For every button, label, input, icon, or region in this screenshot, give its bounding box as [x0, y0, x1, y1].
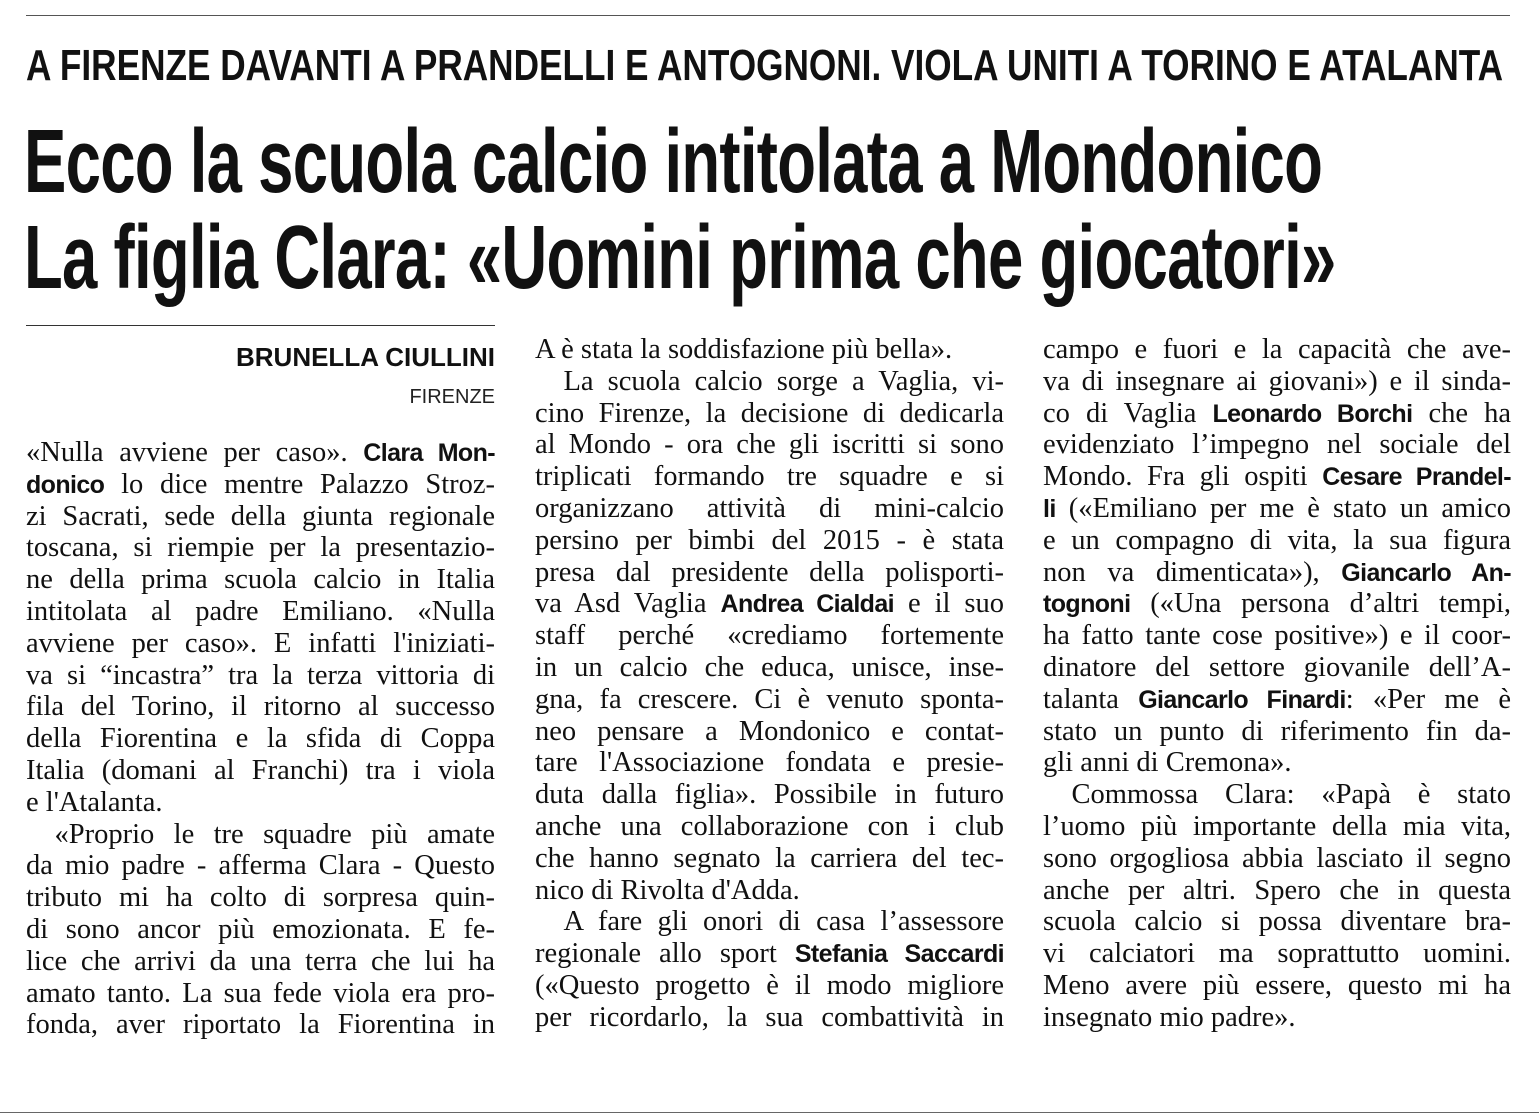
text-run: ha fatto tante cose positive») e il coor- — [1043, 620, 1511, 652]
text-run: staff perché «crediamo fortemente — [535, 620, 1004, 652]
text-run: anche per altri. Spero che in questa — [1043, 874, 1511, 906]
text-line — [26, 596, 495, 628]
text-line — [1043, 747, 1511, 779]
text-run: «Nulla avviene per caso». — [26, 437, 364, 468]
text-line — [26, 564, 495, 596]
text-run: gli anni di Cremona». — [1043, 747, 1292, 779]
top-rule — [26, 15, 1510, 16]
text-line — [1043, 938, 1511, 970]
text-line — [1043, 334, 1511, 366]
text-run: Commossa Clara: «Papà è stato — [1043, 779, 1511, 811]
text-run: che ha — [1412, 397, 1511, 429]
text-line — [1043, 398, 1511, 430]
text-line — [535, 652, 1004, 684]
text-line — [1043, 811, 1511, 843]
text-run: Meno avere più essere, questo mi ha — [1043, 969, 1511, 1001]
text-line — [1043, 779, 1511, 811]
text-line — [1043, 684, 1511, 716]
text-run: ne della prima scuola calcio in Italia — [26, 564, 495, 596]
text-run: anche una collaborazione con i club — [535, 810, 1004, 842]
text-run: triplicati formando tre squadre e si — [535, 461, 1004, 493]
text-line — [535, 1002, 1004, 1034]
text-run: lice che arrivi da una terra che lui ha — [26, 945, 495, 977]
text-line — [535, 366, 1004, 398]
text-line — [535, 747, 1004, 779]
text-run: va Asd Vaglia — [535, 588, 721, 620]
text-run: in un calcio che educa, unisce, inse- — [535, 651, 1004, 683]
text-line — [535, 461, 1004, 493]
text-line — [535, 334, 1004, 366]
text-run: («Una persona d’altri tempi, — [1130, 588, 1511, 620]
person-name: Leonardo Borchi — [1212, 399, 1413, 428]
text-line — [535, 938, 1004, 970]
text-run: avviene per caso». E infatti l'iniziati- — [26, 627, 495, 659]
text-run: va si “incastra” tra la terza vittoria di — [26, 659, 495, 691]
text-line — [1043, 461, 1511, 493]
text-run: tributo mi ha colto di sorpresa quin- — [26, 882, 495, 914]
text-line — [1043, 906, 1511, 938]
bottom-rule — [0, 1112, 1539, 1113]
person-name: Andrea Cialdai — [720, 590, 894, 619]
text-line — [26, 914, 495, 946]
text-line — [535, 588, 1004, 620]
text-line — [535, 493, 1004, 525]
text-run: campo e fuori e la capacità che ave- — [1043, 334, 1511, 365]
text-run: : «Per me è — [1345, 683, 1511, 715]
text-run: Mondo. Fra gli ospiti — [1043, 461, 1323, 493]
text-run: l’uomo più importante della mia vita, — [1043, 810, 1511, 842]
text-line — [1043, 716, 1511, 748]
text-run: per ricordarlo, la sua combattività in — [535, 1001, 1004, 1033]
text-run: evidenziato l’impegno nel sociale del — [1043, 429, 1511, 461]
text-line — [26, 819, 495, 851]
text-line — [1043, 493, 1511, 525]
text-run: gna, fa crescere. Ci è venuto sponta- — [535, 683, 1004, 715]
text-run: da mio padre - afferma Clara - Questo — [26, 850, 495, 882]
person-name: donico — [26, 470, 105, 499]
text-line — [26, 1009, 495, 1041]
text-run: al Mondo - ora che gli iscritti si sono — [535, 429, 1004, 461]
text-run: organizzano attività di mini-calcio — [535, 492, 1004, 524]
text-run: vi calciatori ma soprattutto uomini. — [1043, 938, 1511, 970]
text-run: («Emiliano per me è stato un amico — [1055, 492, 1511, 524]
text-run: che hanno segnato la carriera del tec- — [535, 842, 1004, 874]
text-line — [535, 875, 1004, 907]
text-run: cino Firenze, la decisione di dedicarla — [535, 397, 1004, 429]
text-run: «Proprio le tre squadre più amate — [26, 818, 495, 850]
text-run: fonda, aver riportato la Fiorentina in — [26, 1009, 495, 1041]
text-run: tare l'Associazione fondata e presie- — [535, 747, 1004, 779]
text-run: della Fiorentina e la sfida di Coppa — [26, 723, 495, 755]
text-run: toscana, si riempie per la presentazio- — [26, 532, 495, 564]
text-run: («Questo progetto è il modo migliore — [535, 969, 1004, 1001]
text-line — [26, 691, 495, 723]
text-line — [1043, 620, 1511, 652]
text-line — [26, 946, 495, 978]
text-line — [1043, 652, 1511, 684]
text-line — [26, 755, 495, 787]
text-run: presa dal presidente della polisporti- — [535, 556, 1004, 588]
text-run: A è stata la soddisfazione più bella». — [535, 334, 953, 365]
text-line — [26, 978, 495, 1010]
text-line — [535, 684, 1004, 716]
kicker: A FIRENZE DAVANTI A PRANDELLI E ANTOGNONI. VIOLA UNITI A TORINO E ATALANTA — [26, 41, 1504, 90]
text-line — [535, 398, 1004, 430]
text-run: scuola calcio si possa diventare bra- — [1043, 906, 1511, 938]
text-run: di sono ancor più emozionata. E fe- — [26, 913, 495, 945]
text-run: insegnato mio padre». — [1043, 1001, 1296, 1033]
person-name: Cesare Prandel- — [1322, 463, 1512, 492]
person-name: Stefania Saccardi — [794, 940, 1004, 969]
text-line — [1043, 557, 1511, 589]
text-line — [535, 557, 1004, 589]
text-run: e un compagno di vita, la sua figura — [1043, 524, 1511, 556]
text-run: sono orgogliosa abbia lasciato il segno — [1043, 842, 1511, 874]
byline: BRUNELLA CIULLINI — [235, 342, 495, 372]
text-line — [26, 882, 495, 914]
text-line — [1043, 525, 1511, 557]
text-line — [1043, 1002, 1511, 1034]
person-name: li — [1043, 494, 1056, 523]
text-line — [535, 525, 1004, 557]
text-run: regionale allo sport — [535, 938, 795, 970]
text-run: A fare gli onori di casa l’assessore — [535, 906, 1004, 938]
dateline: FIRENZE — [409, 386, 495, 408]
text-line — [26, 469, 495, 501]
article-column-2 — [535, 334, 1004, 1034]
text-run: va di insegnare ai giovani») e il sinda- — [1043, 365, 1511, 397]
person-name: Giancarlo Finardi — [1138, 685, 1346, 714]
text-run: duta dalla figlia». Possibile in futuro — [535, 779, 1004, 811]
text-line — [26, 437, 495, 469]
text-line — [535, 811, 1004, 843]
person-name: Giancarlo An- — [1341, 558, 1511, 587]
text-run: talanta — [1043, 683, 1139, 715]
text-run: nico di Rivolta d'Adda. — [535, 874, 800, 906]
text-line — [1043, 970, 1511, 1002]
text-run: intitolata al padre Emiliano. «Nulla — [26, 595, 495, 627]
text-line — [26, 532, 495, 564]
text-line — [1043, 843, 1511, 875]
text-line — [535, 970, 1004, 1002]
text-line — [535, 779, 1004, 811]
text-line — [1043, 366, 1511, 398]
headline-line-2: La figlia Clara: «Uomini prima che giocatori» — [24, 208, 1336, 308]
text-run: e l'Atalanta. — [26, 786, 163, 818]
article-column-1 — [26, 437, 495, 1041]
text-run: La scuola calcio sorge a Vaglia, vi- — [535, 365, 1004, 397]
text-line — [26, 787, 495, 819]
text-run: e il suo — [894, 588, 1005, 620]
text-run: co di Vaglia — [1043, 397, 1213, 429]
person-name: Clara Mon- — [363, 439, 495, 467]
text-line — [1043, 429, 1511, 461]
text-line — [535, 906, 1004, 938]
text-line — [26, 628, 495, 660]
text-line — [1043, 588, 1511, 620]
text-run: dinatore del settore giovanile dell’A- — [1043, 651, 1511, 683]
text-line — [26, 723, 495, 755]
text-line — [26, 501, 495, 533]
text-run: Italia (domani al Franchi) tra i viola — [26, 754, 495, 786]
text-run: persino per bimbi del 2015 - è stata — [535, 524, 1004, 556]
text-run: lo dice mentre Palazzo Stroz- — [104, 468, 495, 500]
text-run: non va dimenticata»), — [1043, 556, 1342, 588]
text-line — [1043, 875, 1511, 907]
headline-line-1: Ecco la scuola calcio intitolata a Mondonico — [24, 112, 1323, 212]
text-line — [535, 843, 1004, 875]
text-line — [535, 620, 1004, 652]
person-name: tognoni — [1043, 590, 1131, 619]
text-run: fila del Torino, il ritorno al successo — [26, 691, 495, 723]
text-run: neo pensare a Mondonico e contat- — [535, 715, 1004, 747]
text-run: zi Sacrati, sede della giunta regionale — [26, 500, 495, 532]
text-line — [535, 429, 1004, 461]
text-run: amato tanto. La sua fede viola era pro- — [26, 977, 495, 1009]
headline — [24, 114, 1336, 306]
text-line — [26, 660, 495, 692]
byline-rule — [26, 325, 495, 326]
text-line — [26, 850, 495, 882]
text-line — [535, 716, 1004, 748]
text-run: stato un punto di riferimento fin da- — [1043, 715, 1511, 747]
article-column-3 — [1043, 334, 1511, 1034]
